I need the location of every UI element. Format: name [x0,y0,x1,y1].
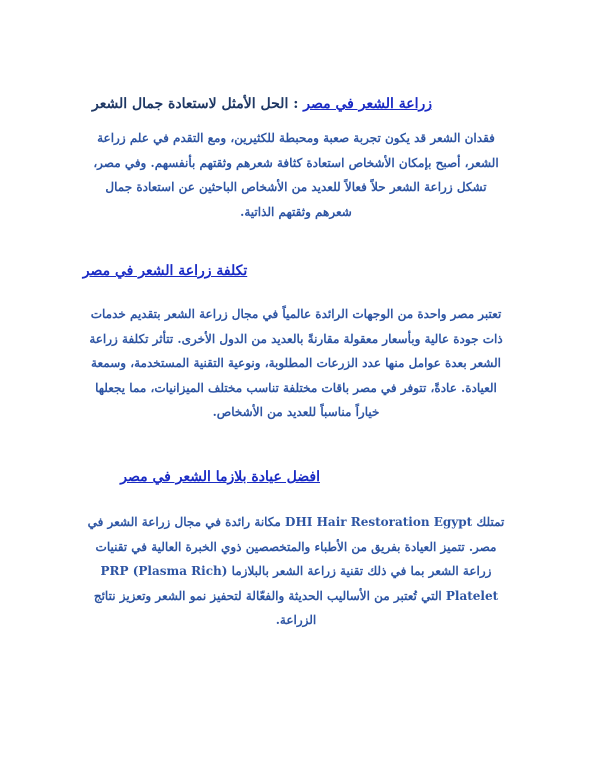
section-3-heading [70,468,320,486]
section-3-paragraph: تمتلك DHI Hair Restoration Egypt مكانة رائدة في مجال زراعة الشعر في مصر. تتميز العيادة بفريق من الأطباء والمتخصصين ذوي الخبرة العالية في تقنيات زراعة الشعر بما في ذلك تقنية زراعة الشعر بالبلازما (PRP (Plasma Rich Platelet التي تُعتبر من الأساليب الحديثة والفعّالة لتحفيز نمو الشعر وتعزيز نتائج الزراعة. [87,515,505,627]
section-1-heading [60,95,432,113]
best-plasma-clinic-link[interactable]: افضل عيادة بلازما الشعر في مصر [120,469,320,485]
section-2-heading [70,262,260,280]
hair-transplant-cost-link[interactable]: تكلفة زراعة الشعر في مصر [82,263,248,279]
section-1-paragraph: فقدان الشعر قد يكون تجربة صعبة ومحبطة للكثيرين، ومع التقدم في علم زراعة الشعر، أصبح بإمكان الأشخاص استعادة كثافة شعرهم وثقتهم بأنفسهم. وفي مصر، تشكل زراعة الشعر حلاً فعالاً للعديد من الأشخاص الباحثين عن استعادة جمال شعرهم وثقتهم الذاتية. [93,131,499,219]
section-1-heading-text: : الحل الأمثل لاستعادة جمال الشعر [92,96,299,112]
hair-transplant-egypt-link[interactable]: زراعة الشعر في مصر [303,96,432,112]
section-2-paragraph: تعتبر مصر واحدة من الوجهات الرائدة عالمياً في مجال زراعة الشعر بتقديم خدمات ذات جودة عالية وبأسعار معقولة مقارنةً بالعديد من الدول الأخرى. تتأثر تكلفة زراعة الشعر بعدة عوامل منها عدد الزرعات المطلوبة، ونوعية التقنية المستخدمة، وسمعة العيادة. عادةً، تتوفر في مصر باقات مختلفة تناسب مختلف الميزانيات، مما يجعلها خياراً مناسباً للعديد من الأشخاص. [89,307,503,419]
